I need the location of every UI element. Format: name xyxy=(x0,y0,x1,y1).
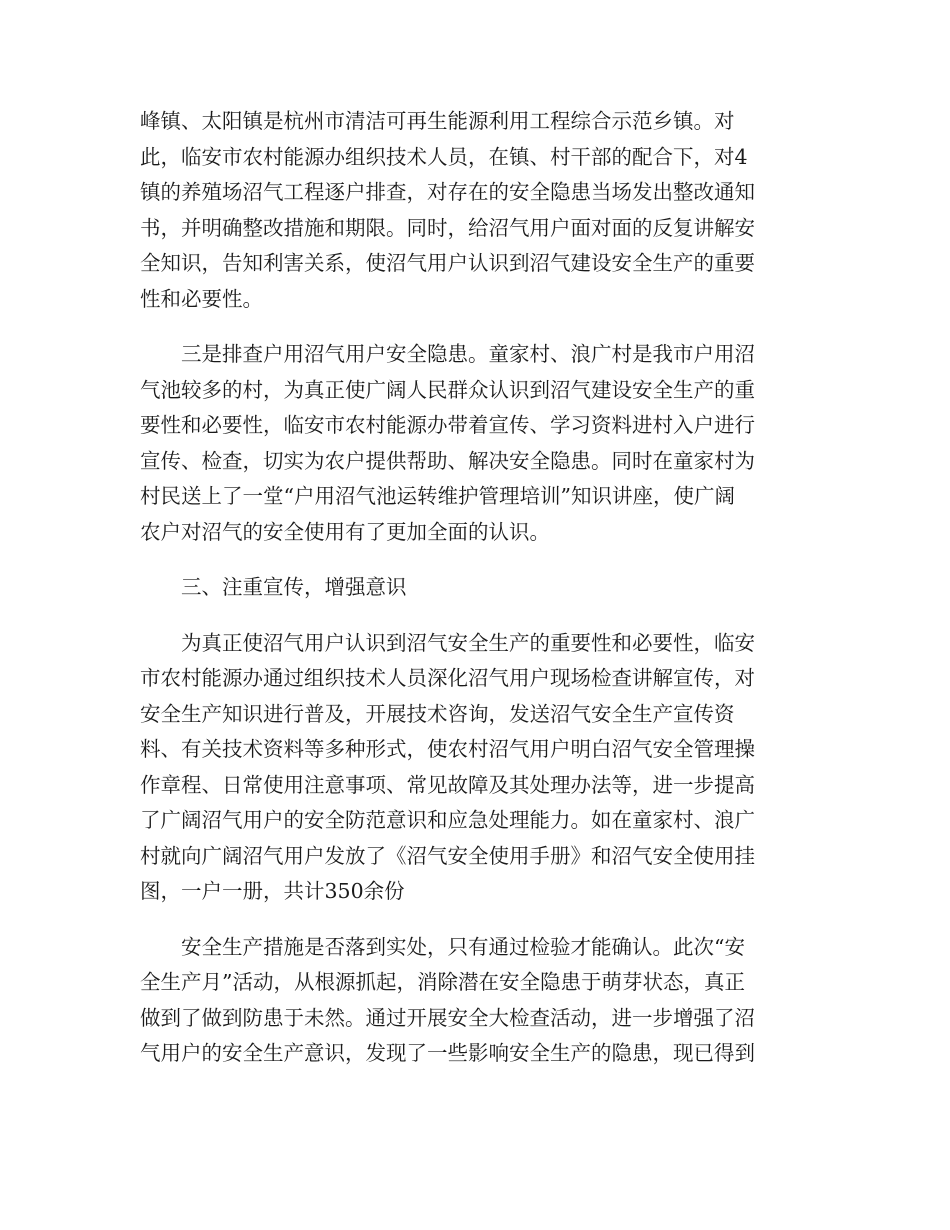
section-heading xyxy=(140,570,820,606)
text-line: 宣传、检查，切实为农户提供帮助、解决安全隐患。同时在童家村为 xyxy=(140,448,755,473)
text-line: 做到了做到防患于未然。通过开展安全大检查活动，进一步增强了沼 xyxy=(140,1005,755,1030)
text-line: 要性和必要性，临安市农村能源办带着宣传、学习资料进村入户进行 xyxy=(140,413,755,437)
text-line: 安全生产知识进行普及，开展技术咨询，发送沼气安全生产宣传资 xyxy=(140,701,735,726)
text-line: 市农村能源办通过组织技术人员深化沼气用户现场检查讲解宣传，对 xyxy=(140,666,755,690)
text-line: 为真正使沼气用户认识到沼气安全生产的重要性和必要性，临安 xyxy=(140,630,755,655)
section-heading-text: 三、注重宣传，增强意识 xyxy=(140,575,407,599)
paragraph-publicity xyxy=(140,626,820,910)
text-line: 书，并明确整改措施和期限。同时，给沼气用户面对面的反复讲解安 xyxy=(140,215,755,240)
text-line: 村就向广阔沼气用户发放了《沼气安全使用手册》和沼气安全使用挂 xyxy=(140,843,755,868)
text-line: 镇的养殖场沼气工程逐户排查，对存在的安全隐患当场发出整改通知 xyxy=(140,180,755,204)
paragraph-safety-measures xyxy=(140,930,820,1072)
text-line: 了广阔沼气用户的安全防范意识和应急处理能力。如在童家村、浪广 xyxy=(140,808,755,832)
text-line: 峰镇、太阳镇是杭州市清洁可再生能源利用工程综合示范乡镇。对 xyxy=(140,109,735,133)
text-line: 性和必要性。 xyxy=(140,286,263,311)
text-line: 料、有关技术资料等多种形式，使农村沼气用户明白沼气安全管理操 xyxy=(140,737,755,761)
text-line: 农户对沼气的安全使用有了更加全面的认识。 xyxy=(140,519,550,544)
text-line: 气用户的安全生产意识，发现了一些影响安全生产的隐患，现已得到 xyxy=(140,1041,755,1065)
text-line: 图，一户一册，共计350余份 xyxy=(140,879,405,903)
document-body xyxy=(140,104,820,1092)
paragraph-town-inspection xyxy=(140,104,820,317)
text-line: 全生产月”活动，从根源抓起，消除潜在安全隐患于萌芽状态，真正 xyxy=(140,970,745,994)
text-line: 气池较多的村，为真正使广阔人民群众认识到沼气建设安全生产的重 xyxy=(140,377,755,402)
text-line: 村民送上了一堂“户用沼气池运转维护管理培训”知识讲座，使广阔 xyxy=(140,484,735,508)
text-line: 此，临安市农村能源办组织技术人员，在镇、村干部的配合下，对4 xyxy=(140,144,748,169)
paragraph-household-inspection xyxy=(140,337,820,550)
text-line: 全知识，告知利害关系，使沼气用户认识到沼气建设安全生产的重要 xyxy=(140,251,755,275)
text-line: 三是排查户用沼气用户安全隐患。童家村、浪广村是我市户用沼 xyxy=(140,342,755,366)
text-line: 作章程、日常使用注意事项、常见故障及其处理办法等，进一步提高 xyxy=(140,772,755,797)
text-line: 安全生产措施是否落到实处，只有通过检验才能确认。此次“安 xyxy=(140,934,745,959)
